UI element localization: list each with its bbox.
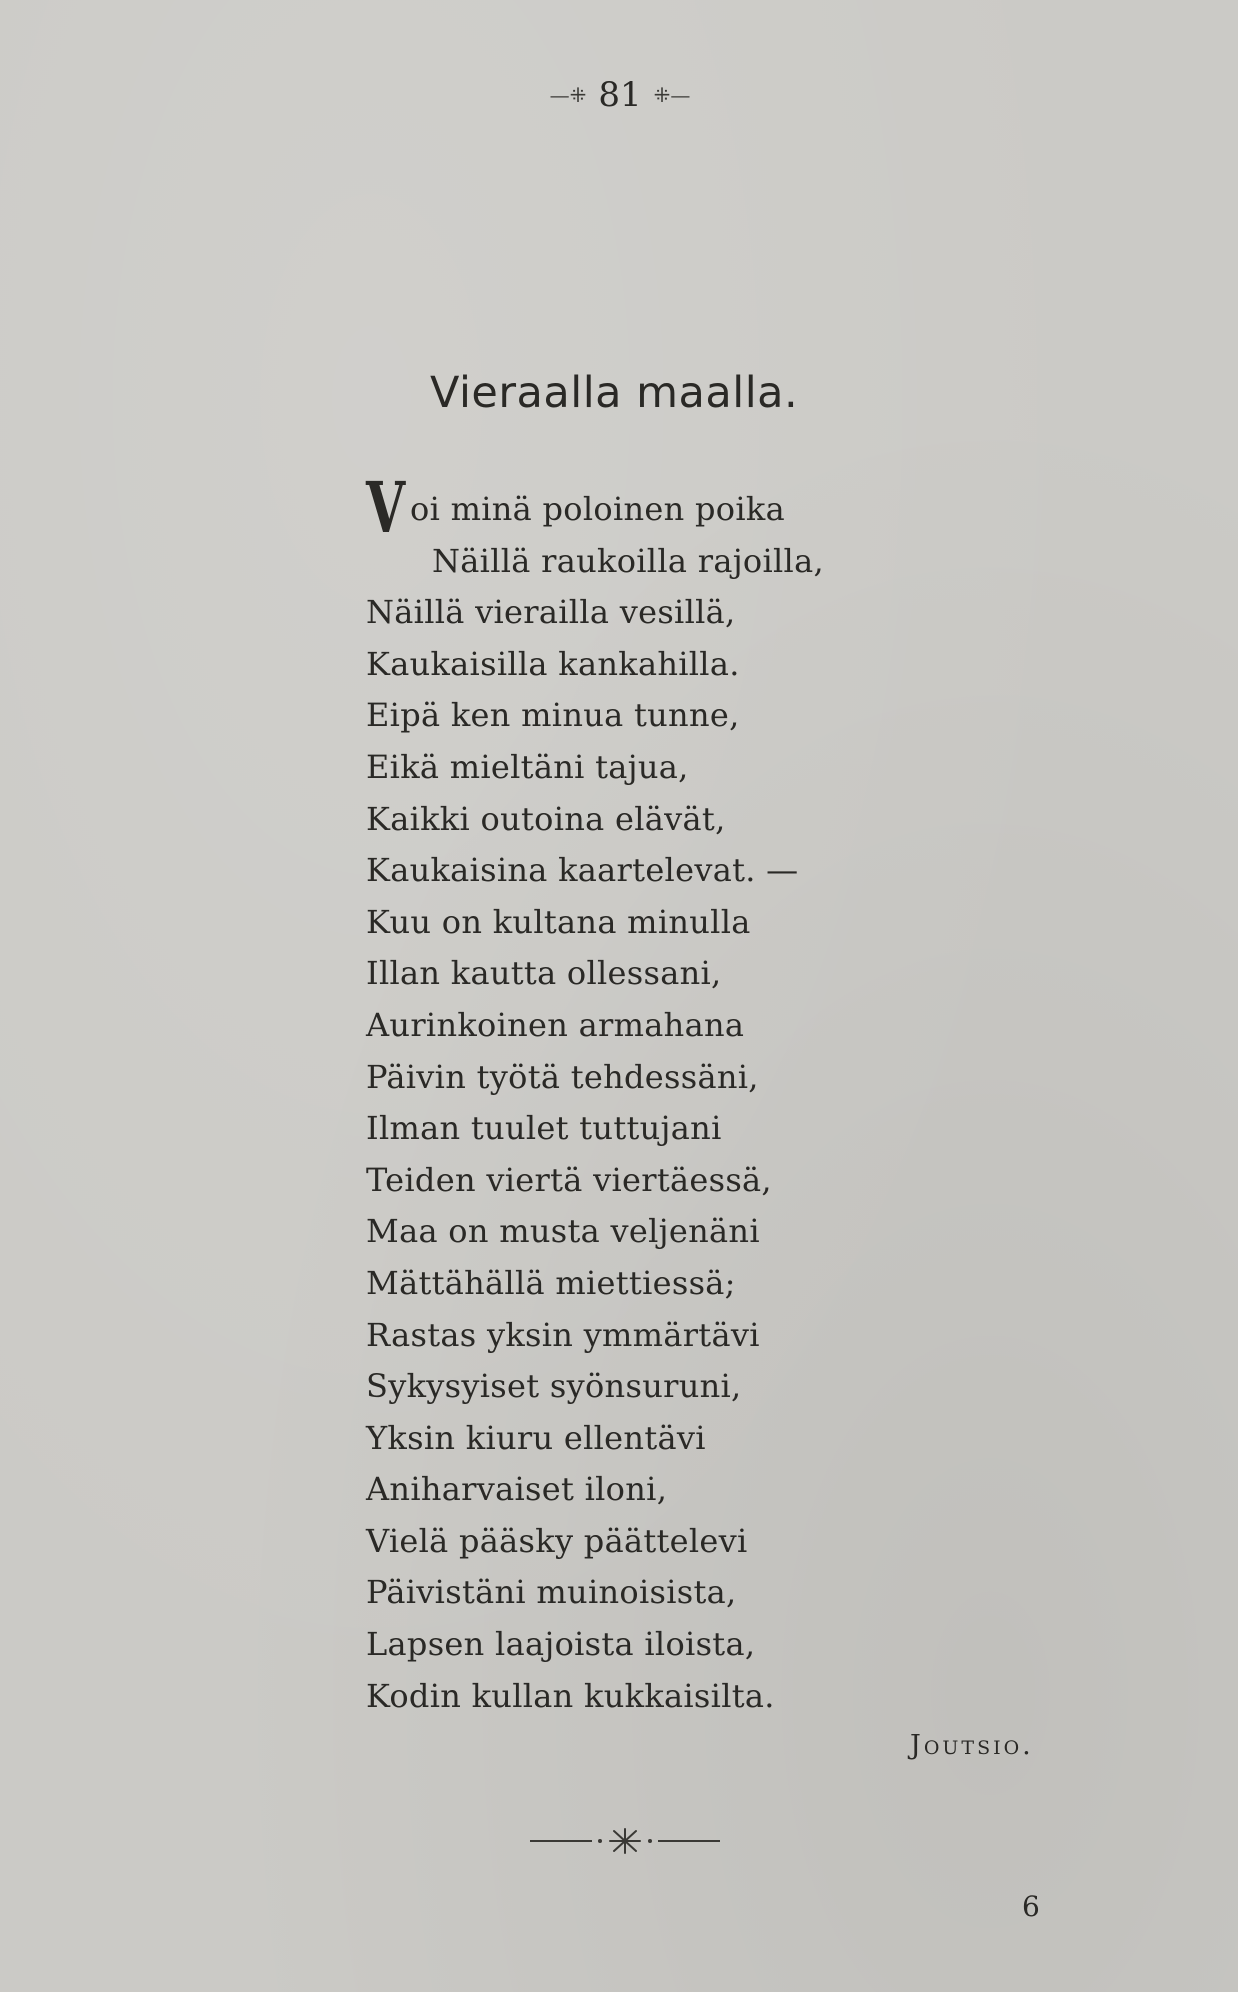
poem-line: Ilman tuulet tuttujani bbox=[366, 1109, 722, 1148]
poem-line: Yksin kiuru ellentävi bbox=[366, 1418, 706, 1457]
poem-line: Näillä raukoilla rajoilla, bbox=[432, 541, 824, 580]
poem-line: Päivin työtä tehdessäni, bbox=[366, 1057, 759, 1096]
poem-line: Kodin kullan kukkaisilta. bbox=[366, 1676, 775, 1715]
poem-line: Teiden viertä viertäessä, bbox=[366, 1160, 772, 1199]
poem-line: Maa on musta veljenäni bbox=[366, 1212, 760, 1251]
signature-mark: 6 bbox=[1022, 1890, 1040, 1923]
poem-line: Lapsen laajoista iloista, bbox=[366, 1625, 756, 1664]
poem-line: Rastas yksin ymmärtävi bbox=[366, 1315, 760, 1354]
page-header bbox=[500, 70, 740, 120]
poem-line: Aurinkoinen armahana bbox=[366, 1005, 745, 1044]
right-ornament: ⁜— bbox=[653, 83, 691, 107]
poem-line: Aniharvaiset iloni, bbox=[366, 1470, 668, 1509]
poem-line: Mättähällä miettiessä; bbox=[366, 1263, 736, 1302]
poem-line-first-text: oi minä poloinen poika bbox=[410, 490, 785, 528]
drop-cap: V bbox=[366, 466, 406, 549]
poem-line: Eikä mieltäni tajua, bbox=[366, 747, 689, 786]
poem-line: Kaikki outoina elävät, bbox=[366, 799, 726, 838]
poem-body bbox=[366, 466, 824, 1722]
poem-line-first bbox=[366, 466, 824, 549]
poem-line: Illan kautta ollessani, bbox=[366, 954, 722, 993]
poem-line: Vielä pääsky päättelevi bbox=[366, 1521, 748, 1560]
poem-line: Eipä ken minua tunne, bbox=[366, 696, 740, 735]
ornamental-divider-icon bbox=[530, 1825, 720, 1855]
page-number: 81 bbox=[598, 75, 642, 115]
poem-line: Kaukaisilla kankahilla. bbox=[366, 644, 740, 683]
poem-line: Päivistäni muinoisista, bbox=[366, 1573, 737, 1612]
poem-line: Kuu on kultana minulla bbox=[366, 902, 751, 941]
left-ornament: —⁜ bbox=[549, 83, 587, 107]
author-signature: Joutsio. bbox=[910, 1730, 1034, 1761]
poem-line: Kaukaisina kaartelevat. — bbox=[366, 851, 799, 890]
poem-line: Näillä vierailla vesillä, bbox=[366, 593, 736, 632]
poem-title: Vieraalla maalla. bbox=[430, 368, 799, 418]
poem-line: Sykysyiset syönsuruni, bbox=[366, 1367, 742, 1406]
